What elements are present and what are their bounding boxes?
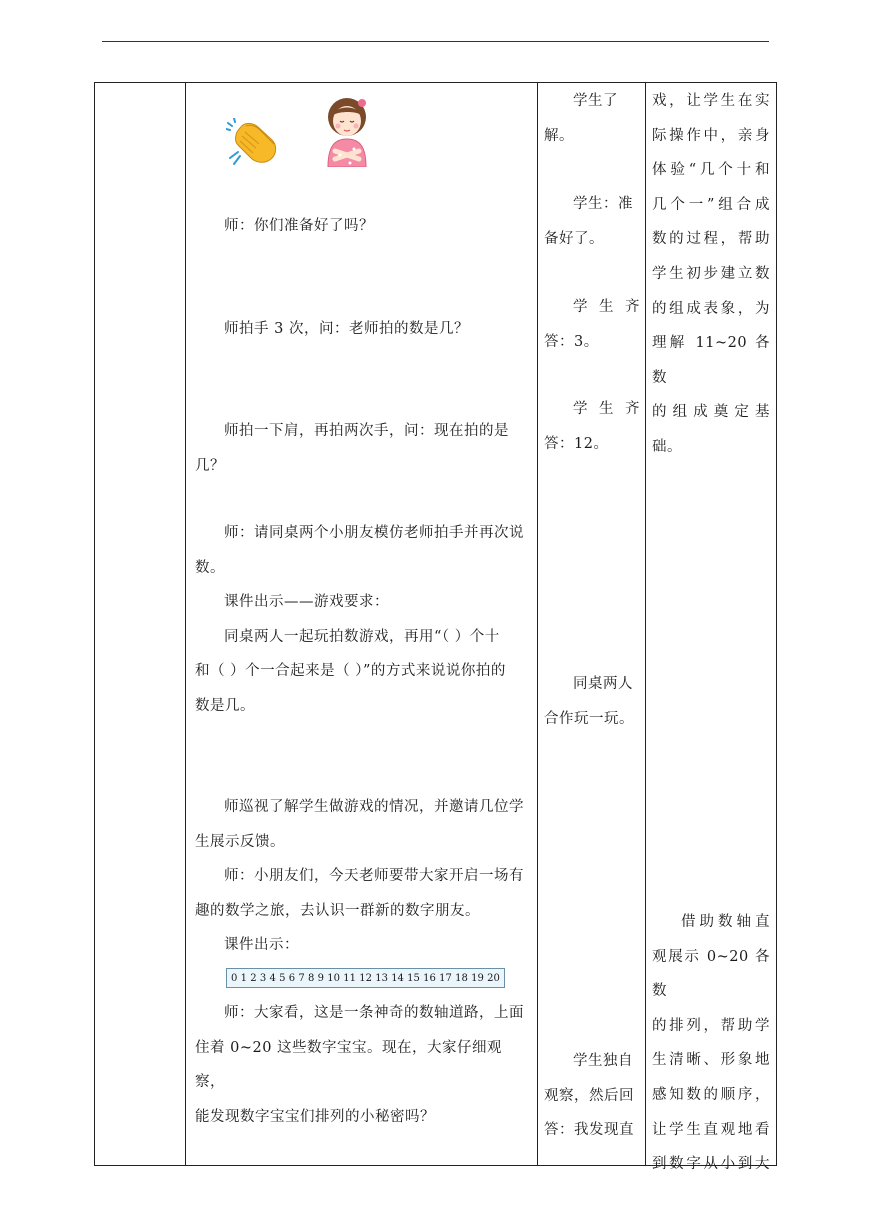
- number-line-tick: 10: [327, 972, 340, 984]
- text-line: 到数字从小到大: [652, 1156, 770, 1173]
- text-line: 师拍手 3 次，问：老师拍的数是几？: [224, 321, 469, 337]
- number-line-tick: 7: [298, 972, 305, 984]
- text-line: 感知数的顺序，: [652, 1086, 770, 1103]
- number-line-tick: 18: [455, 972, 468, 984]
- text-line: 戏，让学生在实: [652, 93, 770, 109]
- number-line-tick: 8: [308, 972, 315, 984]
- text-line: 师拍一下肩，再拍两次手，问：现在拍的是几？: [195, 423, 509, 474]
- text-line: 的组成表象，为: [652, 300, 770, 317]
- text-line: 学生独自: [573, 1053, 633, 1069]
- text-line: 同桌两人一起玩拍数游戏，再用“（ ）个十: [224, 628, 500, 645]
- text-line: 师：小朋友们，今天老师要带大家开启一场有: [224, 868, 524, 885]
- text-line: 的组成奠定基: [652, 404, 770, 421]
- teacher-line-pair: [195, 516, 528, 724]
- text-line: 师巡视了解学生做游戏的情况，并邀请几位学: [224, 799, 524, 815]
- text-line: 数的过程，帮助: [652, 231, 770, 248]
- text-line: 体验“几个十和: [652, 162, 770, 179]
- number-line-tick: 3: [259, 972, 267, 984]
- number-line-tick: 14: [391, 972, 404, 984]
- text-line: 生展示反馈。: [195, 833, 285, 850]
- text-line: 学 生 齐: [573, 401, 640, 417]
- text-line: 答：3。: [544, 333, 599, 350]
- text-line: 课件出示——游戏要求：: [224, 594, 389, 611]
- text-line: 师：你们准备好了吗？: [224, 218, 374, 234]
- student-c: [544, 290, 640, 359]
- text-line: 答：12。: [544, 435, 609, 452]
- text-line: 际操作中，亲身: [652, 127, 770, 144]
- teacher-line-shoulder: [195, 414, 528, 483]
- text-line: 学生：准: [573, 196, 633, 212]
- text-line: 师：大家看，这是一条神奇的数轴道路，上面: [224, 1005, 524, 1021]
- text-line: 观展示 0~20 各数: [652, 948, 770, 1000]
- teacher-line-patrol: [195, 790, 528, 963]
- text-line: 生清晰、形象地: [652, 1052, 770, 1069]
- text-line: 学生了: [573, 93, 618, 109]
- girl-illustration: [320, 93, 374, 167]
- student-b: [544, 187, 640, 256]
- number-line-tick: 4: [269, 972, 276, 984]
- number-line-tick: 5: [279, 972, 286, 984]
- text-line: 师：请同桌两个小朋友模仿老师拍手并再次说: [224, 525, 524, 541]
- number-line-0-20: [226, 968, 505, 988]
- number-line-tick: 17: [439, 972, 452, 984]
- text-line: 和（ ）个一合起来是（ ）”的方式来说说你拍的: [195, 663, 506, 680]
- text-line: 备好了。: [544, 230, 604, 247]
- design-intent-b: [652, 905, 770, 1182]
- text-line: 数。: [195, 559, 225, 576]
- number-line-tick: 12: [359, 972, 372, 984]
- teacher-line-look: [195, 996, 528, 1134]
- number-line-tick: 19: [471, 972, 484, 984]
- number-line-tick: 15: [407, 972, 420, 984]
- student-e: [544, 667, 640, 736]
- number-line-tick: 2: [250, 972, 257, 984]
- text-line: 学生初步建立数: [652, 265, 770, 282]
- number-line-tick: 20: [487, 972, 500, 984]
- text-line: 合作玩一玩。: [544, 710, 634, 727]
- column-divider: [537, 83, 538, 1165]
- student-f: [544, 1044, 640, 1148]
- text-line: 学 生 齐: [573, 299, 640, 315]
- number-line-tick: 6: [288, 972, 296, 984]
- number-line-tick: 13: [375, 972, 388, 984]
- column-divider: [645, 83, 646, 1165]
- text-line: 课件出示：: [224, 937, 299, 954]
- number-line-tick: 11: [343, 972, 356, 984]
- text-line: 础。: [652, 438, 682, 455]
- number-line-tick: 1: [240, 972, 247, 984]
- text-line: 趣的数学之旅，去认识一群新的数字朋友。: [195, 902, 480, 919]
- text-line: 观察，然后回: [544, 1087, 634, 1104]
- number-line-tick: 9: [317, 972, 324, 984]
- text-line: 住着 0~20 这些数字宝宝。现在，大家仔细观察，: [195, 1039, 503, 1091]
- design-intent-a: [652, 84, 770, 465]
- text-line: 让学生直观地看: [652, 1121, 770, 1138]
- column-divider: [185, 83, 186, 1165]
- teacher-line-clap3: [195, 312, 528, 347]
- text-line: 几个一”组合成: [652, 196, 770, 213]
- text-line: 答：我发现直: [544, 1122, 634, 1139]
- header-rule: [102, 41, 769, 42]
- lesson-table: [94, 82, 777, 1173]
- text-line: 借助数轴直: [681, 914, 770, 930]
- text-line: 数是几。: [195, 697, 255, 714]
- text-line: 同桌两人: [573, 676, 633, 692]
- number-line-tick: 16: [423, 972, 436, 984]
- clapping-hands-icon: [226, 118, 280, 166]
- teacher-line-ready: [195, 209, 528, 244]
- text-line: 解。: [544, 127, 574, 144]
- text-line: 能发现数字宝宝们排列的小秘密吗？: [195, 1108, 435, 1125]
- student-d: [544, 392, 640, 461]
- student-a: [544, 84, 640, 153]
- number-line-tick: 0: [231, 972, 238, 984]
- text-line: 理解 11~20 各数: [652, 335, 770, 386]
- text-line: 的排列，帮助学: [652, 1017, 770, 1034]
